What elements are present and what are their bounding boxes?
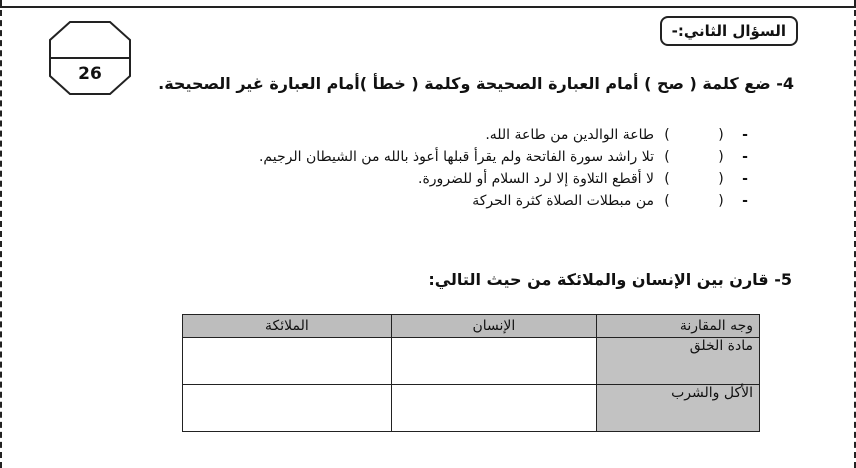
statement-text: طاعة الوالدين من طاعة الله. <box>485 127 654 143</box>
true-false-list <box>259 124 762 212</box>
question-4-title: 4- ضع كلمة ( صح ) أمام العبارة الصحيحة وكلمة ( خطأ )أمام العبارة غير الصحيحة. <box>158 74 794 93</box>
statement-text: من مبطلات الصلاة كثرة الحركة <box>472 193 654 209</box>
close-paren: ) <box>664 127 670 143</box>
page-left-border <box>0 0 5 468</box>
open-paren: ( <box>718 171 724 187</box>
question-5-title: 5- قارن بين الإنسان والملائكة من حيث التالي: <box>428 270 792 289</box>
statement-text: لا أقطع التلاوة إلا لرد السلام أو للضرورة. <box>418 171 654 187</box>
row-label-eating-drinking: الأكل والشرب <box>597 385 760 432</box>
open-paren: ( <box>718 127 724 143</box>
bullet-dash: - <box>742 171 748 187</box>
header-angels: الملائكة <box>183 315 392 338</box>
list-item <box>259 146 762 168</box>
answer-cell-human[interactable] <box>391 338 596 385</box>
table-row <box>183 338 760 385</box>
close-paren: ) <box>664 171 670 187</box>
open-paren: ( <box>718 149 724 165</box>
score-value: 26 <box>78 64 102 84</box>
table-header-row <box>183 315 760 338</box>
table-row <box>183 385 760 432</box>
section-title: السؤال الثاني:- <box>660 16 798 46</box>
list-item <box>259 190 762 212</box>
bullet-dash: - <box>742 193 748 209</box>
row-label-creation-material: مادة الخلق <box>597 338 760 385</box>
page-right-border <box>851 0 856 468</box>
open-paren: ( <box>718 193 724 209</box>
close-paren: ) <box>664 149 670 165</box>
close-paren: ) <box>664 193 670 209</box>
header-comparison-aspect: وجه المقارنة <box>597 315 760 338</box>
bullet-dash: - <box>742 149 748 165</box>
header-human: الإنسان <box>391 315 596 338</box>
list-item <box>259 168 762 190</box>
list-item <box>259 124 762 146</box>
score-box <box>48 20 132 96</box>
comparison-table <box>182 314 760 432</box>
page-top-border <box>0 0 856 8</box>
statement-text: تلا راشد سورة الفاتحة ولم يقرأ قبلها أعوذ بالله من الشيطان الرجيم. <box>258 149 654 165</box>
answer-cell-human[interactable] <box>391 385 596 432</box>
bullet-dash: - <box>742 127 748 143</box>
answer-cell-angels[interactable] <box>183 385 392 432</box>
octagon-score-frame-icon <box>48 20 132 96</box>
answer-cell-angels[interactable] <box>183 338 392 385</box>
